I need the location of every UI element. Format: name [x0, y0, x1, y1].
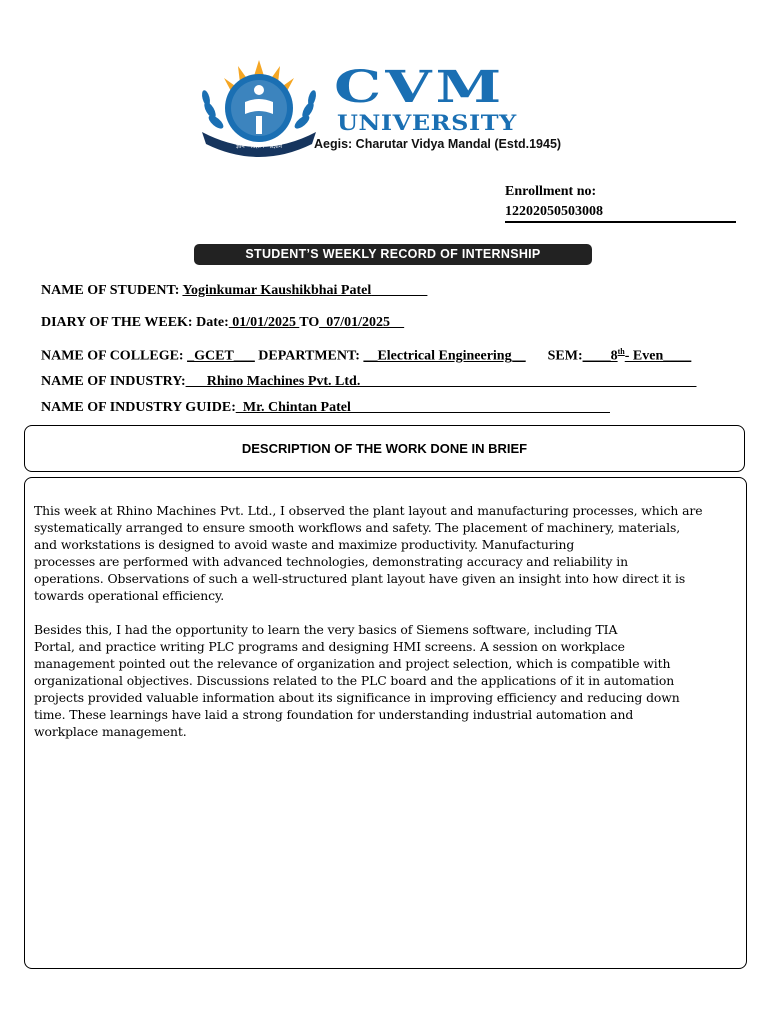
student-value: Yoginkumar Kaushikbhai Patel [182, 283, 372, 298]
enrollment-value: 12202050503008 [505, 204, 736, 223]
guide-row [41, 400, 610, 416]
record-banner: STUDENT’S WEEKLY RECORD OF INTERNSHIP [194, 244, 592, 265]
industry-label: NAME OF INDUSTRY: [41, 374, 186, 389]
university-logo-subtitle: UNIVERSITY [337, 110, 517, 135]
college-value: _GCET___ [187, 348, 255, 364]
diary-from: 01/01/2025 [228, 315, 300, 330]
industry-row [41, 374, 696, 390]
description-paragraph-1: This week at Rhino Machines Pvt. Ltd., I observed the plant layout and manufacturing processes, which are systematically arranged to ensure smooth workflows and safety. The placement of machinery, materials, and workstations is designed to avoid waste and maximize productivity. Manufacturing processes are performed with advanced technologies, demonstrating accuracy and reliability in operations. Observations of such a well-structured plant layout have given an insight into how direct it is towards operational efficiency. [34, 503, 703, 603]
industry-value: ___Rhino Machines Pvt. Ltd.________________________________________________ [185, 374, 697, 389]
student-trail: ________ [371, 283, 428, 298]
diary-label: DIARY OF THE WEEK: Date: [41, 315, 229, 330]
sem-sup: th [617, 347, 625, 356]
sem-tail: - Even____ [624, 348, 692, 364]
diary-to-label: TO [299, 315, 320, 330]
section-title: DESCRIPTION OF THE WORK DONE IN BRIEF [24, 425, 745, 472]
enrollment-label: Enrollment no: [505, 184, 597, 199]
university-emblem-icon [196, 58, 322, 158]
diary-to: _07/01/2025__ [319, 315, 405, 330]
college-label: NAME OF COLLEGE: [41, 348, 188, 364]
emblem-motto: ज्ञान · विज्ञान · प्रज्ञान [236, 143, 282, 150]
guide-label: NAME OF INDUSTRY GUIDE: [41, 400, 236, 415]
sem-label: SEM: [547, 348, 583, 364]
guide-value: _Mr. Chintan Patel_____________________________________ [235, 400, 610, 415]
diary-row [41, 315, 404, 331]
department-label: DEPARTMENT: [254, 348, 364, 364]
student-label: NAME OF STUDENT: [41, 283, 183, 298]
department-value: __Electrical Engineering__ [363, 348, 526, 364]
sem-value: ____8 [582, 348, 618, 364]
college-row [41, 347, 691, 365]
university-logo-name: CVM [334, 62, 506, 113]
student-row [41, 283, 427, 299]
description-paragraph-2: Besides this, I had the opportunity to learn the very basics of Siemens software, including TIA Portal, and practice writing PLC programs and designing HMI screens. A session on workplace management pointed out the relevance of organization and project selection, which is compatible with organizational objectives. Discussions related to the PLC board and the applications of it in automation projects provided valuable information about its significance in improving efficiency and reducing down time. These learnings have laid a strong foundation for understanding industrial automation and workplace management. [34, 622, 680, 739]
university-aegis-line: Aegis: Charutar Vidya Mandal (Estd.1945) [314, 137, 562, 151]
